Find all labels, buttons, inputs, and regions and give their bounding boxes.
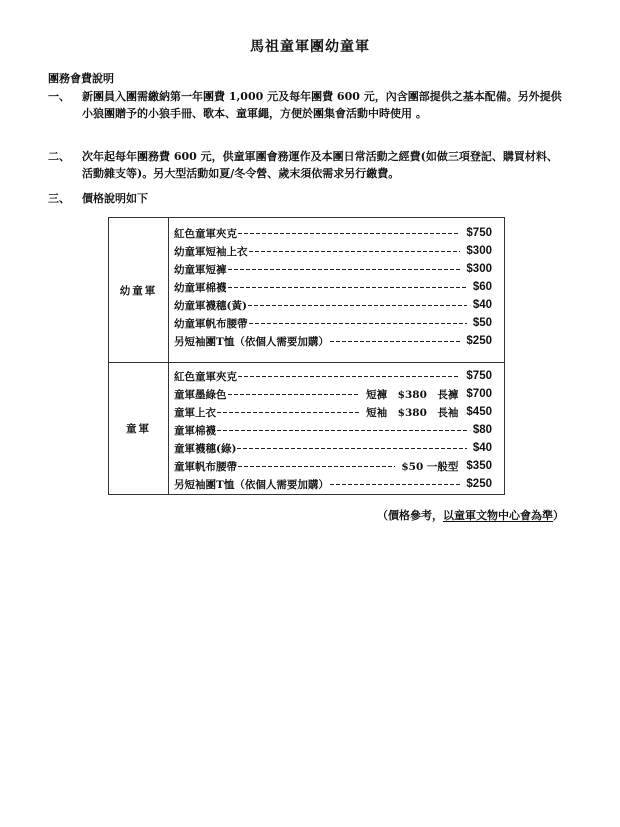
paragraph-1 — [48, 88, 600, 122]
item-name: 幼童軍襪穗(黃) — [174, 299, 247, 312]
item-variant: 短褲 $380 長褲 — [366, 388, 459, 401]
price-note — [377, 507, 564, 523]
item-variant: 短袖 $380 長袖 — [366, 406, 459, 419]
paragraph-2 — [48, 148, 600, 182]
dash-leader — [217, 430, 467, 431]
price-row — [174, 332, 492, 350]
item-price: $50 — [472, 317, 492, 329]
paragraph-text: 新團員入團需繳納第一年團費 1,000 元及每年團費 600 元，內含團部提供之基本配備。另外提供 — [82, 90, 562, 103]
price-row — [174, 475, 492, 493]
price-row — [174, 367, 492, 385]
price-group-cub-scouts — [109, 218, 504, 363]
dash-leader — [237, 448, 466, 449]
item-price: $80 — [472, 424, 492, 436]
category-label: 幼童軍 — [109, 218, 169, 362]
item-price: $450 — [466, 406, 492, 418]
item-name: 童軍帆布腰帶 — [174, 460, 237, 473]
price-row — [174, 457, 492, 475]
price-row — [174, 224, 492, 242]
dash-leader — [248, 305, 467, 306]
price-row — [174, 314, 492, 332]
price-row — [174, 421, 492, 439]
price-row — [174, 385, 492, 403]
item-price: $750 — [466, 227, 492, 239]
dash-leader — [228, 269, 461, 270]
item-name: 童軍襪穗(綠) — [174, 442, 237, 455]
dash-leader — [217, 412, 360, 413]
item-price: $60 — [472, 281, 492, 293]
price-row — [174, 296, 492, 314]
dash-leader — [228, 287, 467, 288]
paragraph-3 — [48, 190, 600, 207]
note-prefix: （價格參考， — [377, 509, 443, 522]
price-row — [174, 403, 492, 421]
section-heading: 團務會費說明 — [48, 72, 114, 85]
price-row — [174, 260, 492, 278]
page-title: 馬祖童軍團幼童軍 — [250, 39, 370, 55]
item-price: $300 — [466, 245, 492, 257]
item-name: 幼童軍棉襪 — [174, 281, 227, 294]
item-name: 幼童軍短袖上衣 — [174, 245, 248, 258]
paragraph-text: 小狼團贈予的小狼手冊、歌本、童軍繩，方便於團集會活動中時使用 。 — [82, 107, 427, 120]
price-group-scouts — [109, 363, 504, 494]
dash-leader — [330, 484, 461, 485]
dash-leader — [238, 233, 460, 234]
item-variant: $50 一般型 — [401, 460, 459, 473]
price-row — [174, 278, 492, 296]
item-name: 童軍上衣 — [174, 406, 216, 419]
item-name: 幼童軍短褲 — [174, 263, 227, 276]
note-suffix: ） — [553, 509, 564, 522]
paragraph-number: 三、 — [48, 192, 70, 205]
dash-leader — [330, 341, 461, 342]
item-name: 童軍墨綠色 — [174, 388, 227, 401]
item-name: 幼童軍帆布腰帶 — [174, 317, 248, 330]
item-name: 紅色童軍夾克 — [174, 227, 237, 240]
dash-leader — [228, 394, 361, 395]
item-name: 紅色童軍夾克 — [174, 370, 237, 383]
dash-leader — [238, 466, 395, 467]
item-price: $250 — [466, 335, 492, 347]
item-price: $250 — [466, 478, 492, 490]
paragraph-text: 價格說明如下 — [82, 192, 148, 205]
item-name: 童軍棉襪 — [174, 424, 216, 437]
item-price: $700 — [466, 388, 492, 400]
dash-leader — [249, 251, 461, 252]
paragraph-number: 一、 — [48, 90, 70, 103]
item-name: 另短袖團T恤（依個人需要加購） — [174, 335, 329, 348]
dash-leader — [238, 376, 460, 377]
item-price: $40 — [472, 299, 492, 311]
category-label: 童軍 — [109, 363, 169, 494]
item-price: $40 — [472, 442, 492, 454]
item-price: $350 — [466, 460, 492, 472]
paragraph-text: 活動雜支等)。另大型活動如夏/冬令營、歲末須依需求另行繳費。 — [82, 167, 400, 180]
paragraph-number: 二、 — [48, 150, 70, 163]
paragraph-text: 次年起每年團務費 600 元，供童軍團會務運作及本團日常活動之經費(如做三項登記、購買材料、 — [82, 150, 558, 163]
note-underlined: 以童軍文物中心會為準 — [443, 509, 553, 522]
item-name: 另短袖團T恤（依個人需要加購） — [174, 478, 329, 491]
price-row — [174, 242, 492, 260]
price-row — [174, 439, 492, 457]
dash-leader — [249, 323, 467, 324]
item-price: $750 — [466, 370, 492, 382]
item-price: $300 — [466, 263, 492, 275]
price-table — [108, 217, 505, 495]
